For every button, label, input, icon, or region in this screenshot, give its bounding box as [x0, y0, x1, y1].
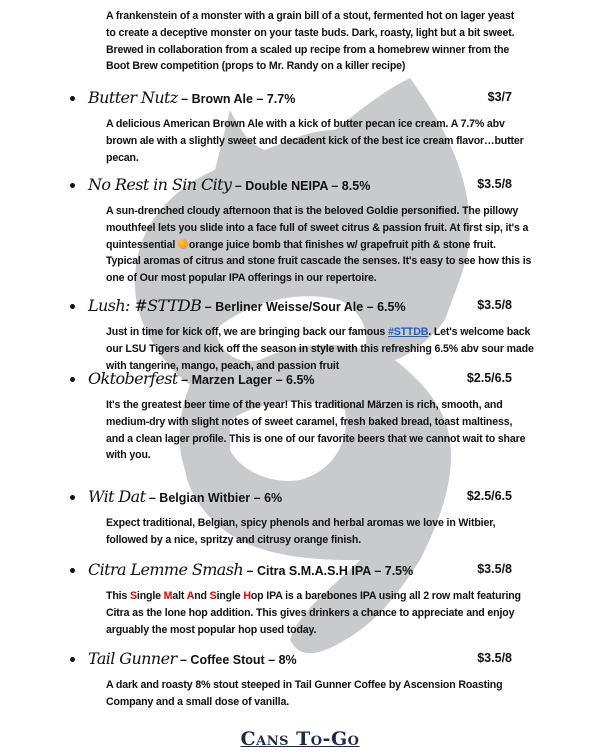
- description-line: followed by a nice, spritzy and citrusy orange finish.: [106, 533, 362, 546]
- beer-name: Citra Lemme Smash: [88, 560, 244, 579]
- description-line: Boot Brew competition (props to Mr. Randy on a killer recipe): [106, 60, 406, 73]
- beer-name: Oktoberfest: [88, 369, 178, 388]
- description-line: It's the greatest beer time of the year! This traditional Märzen is rich, smooth, and: [106, 399, 503, 411]
- bullet-icon: [70, 304, 75, 309]
- description-line: A delicious American Brown Ale with a kick of butter pecan ice cream. A 7.7% abv: [106, 118, 505, 130]
- beer-name: Tail Gunner: [88, 649, 177, 668]
- description-line: [106, 588, 521, 605]
- beer-item: [0, 487, 600, 546]
- beer-description: [106, 588, 521, 638]
- bullet-icon: [70, 657, 75, 662]
- description-line: Typical aromas of citrus and stone fruit cascade the senses. It's easy to see how this is: [106, 255, 532, 268]
- beer-item: [0, 175, 600, 285]
- text-segment: nd: [194, 590, 210, 602]
- beer-style-abv: – Citra S.M.A.S.H IPA – 7.5%: [243, 564, 414, 578]
- description-line: [106, 324, 534, 341]
- acronym-letter: M: [163, 590, 173, 602]
- beer-title: [88, 487, 282, 507]
- text-segment: orange juice bomb that finishes w/ grapefruit pith & stone fruit.: [188, 238, 496, 251]
- description-line: brown ale with a slightly sweet and decadent kick of the best ice cream flavor…butter: [106, 134, 524, 147]
- beer-style-abv: – Belgian Witbier – 6%: [145, 491, 283, 505]
- bullet-icon: [70, 568, 75, 573]
- text-segment: This: [106, 590, 130, 602]
- beer-name: Lush: #STTDB: [88, 296, 202, 315]
- orange-emoji-icon: [178, 239, 188, 249]
- beer-description: [106, 203, 531, 287]
- beer-style-abv: – Berliner Weisse/Sour Ale – 6.5%: [201, 300, 406, 314]
- beer-price: $3.5/8: [477, 177, 512, 191]
- description-line: Brewed in collaboration from a scaled up recipe from a homebrew winner from the: [106, 43, 510, 56]
- beer-title: [88, 88, 295, 108]
- beer-name: No Rest in Sin City: [88, 175, 232, 194]
- description-line: A dark and roasty 8% stout steeped in Tail Gunner Coffee by Ascension Roasting: [106, 679, 503, 691]
- description-line: medium-dry with slight notes of sweet caramel, fresh baked bread, toast maltiness,: [106, 415, 513, 428]
- beer-price: $2.5/6.5: [466, 371, 512, 385]
- beer-description: [106, 515, 495, 549]
- bullet-icon: [70, 495, 75, 500]
- text-segment: ingle: [216, 590, 244, 602]
- description-line: Company and a small dose of vanilla.: [106, 695, 289, 708]
- text-segment: op IPA is a barebones IPA using all 2 row malt featuring: [250, 590, 521, 602]
- acronym-letter: S: [129, 590, 137, 602]
- beer-title: [88, 369, 315, 389]
- cans-to-go-heading: Cans To-Go: [240, 728, 360, 750]
- beer-description: [106, 116, 524, 166]
- beer-style-abv: – Brown Ale – 7.7%: [177, 92, 296, 106]
- text-segment: alt: [172, 590, 187, 602]
- bullet-icon: [70, 183, 75, 188]
- beer-title: [88, 560, 413, 580]
- acronym-letter: A: [186, 590, 195, 602]
- beer-name: Butter Nutz: [88, 88, 178, 107]
- beer-style-abv: – Double NEIPA – 8.5%: [231, 179, 371, 193]
- beer-price: $2.5/6.5: [466, 489, 512, 503]
- beer-item: [0, 88, 600, 164]
- description-line: A frankenstein of a monster with a grain bill of a stout, fermented hot on lager yeast: [106, 10, 515, 22]
- description-line: arguably the most popular hop used today.: [106, 623, 317, 636]
- beer-price: $3.5/8: [477, 651, 512, 665]
- hashtag-link[interactable]: #STTDB: [387, 326, 429, 338]
- beer-title: [88, 175, 370, 195]
- description-line: mouthfeel lets you slide into a face full of sweet citrus & passion fruit. At first sip, it's a: [106, 221, 529, 234]
- description-line: A sun-drenched cloudy afternoon that is the beloved Goldie personified. The pillowy: [106, 205, 519, 217]
- acronym-letter: S: [209, 590, 217, 602]
- beer-title: [88, 296, 406, 316]
- beer-price: $3.5/8: [477, 298, 512, 312]
- description-line: pecan.: [106, 151, 139, 164]
- beer-item: [0, 369, 600, 462]
- description-line: our LSU Tigers and kick off the season in style with this refreshing 6.5% abv sour made: [106, 342, 534, 355]
- beer-item: [0, 560, 600, 636]
- description-line: with tangerine, mango, peach, and passion fruit: [106, 359, 340, 372]
- beer-style-abv: – Coffee Stout – 8%: [176, 653, 297, 667]
- text-segment: quintessential: [106, 238, 178, 251]
- bullet-icon: [70, 96, 75, 101]
- beer-title: [88, 649, 297, 669]
- description-line: Expect traditional, Belgian, spicy phenols and herbal aromas we love in Witbier,: [106, 517, 496, 529]
- beer-description: [106, 397, 525, 464]
- beer-description: [106, 677, 502, 711]
- description-line: to create a deceptive monster on your taste buds. Dark, roasty, light but a bit sweet.: [106, 26, 515, 39]
- beer-price: $3.5/8: [477, 562, 512, 576]
- description-line: and a clean lager profile. This is one of our favorite beers that we cannot wait to share: [106, 432, 526, 445]
- beer-style-abv: – Marzen Lager – 6.5%: [177, 373, 315, 387]
- description-line: Citra as the lone hop addition. This gives drinkers a chance to appreciate and enjoy: [106, 606, 515, 619]
- text-segment: ingle: [136, 590, 164, 602]
- acronym-letter: H: [243, 590, 251, 602]
- beer-price: $3/7: [487, 90, 512, 104]
- beer-description: [106, 324, 534, 374]
- description-line: with you.: [106, 449, 151, 462]
- bullet-icon: [70, 377, 75, 382]
- description-line: one of Our most popular IPA offerings in our repertoire.: [106, 272, 377, 285]
- text-segment: Just in time for kick off, we are bringing back our famous: [106, 326, 388, 338]
- beer-item: [0, 296, 600, 372]
- text-segment: . Let's welcome back: [428, 326, 531, 338]
- beer-name: Wit Dat: [88, 487, 146, 506]
- description-line: [106, 237, 531, 254]
- beer-item: [0, 649, 600, 708]
